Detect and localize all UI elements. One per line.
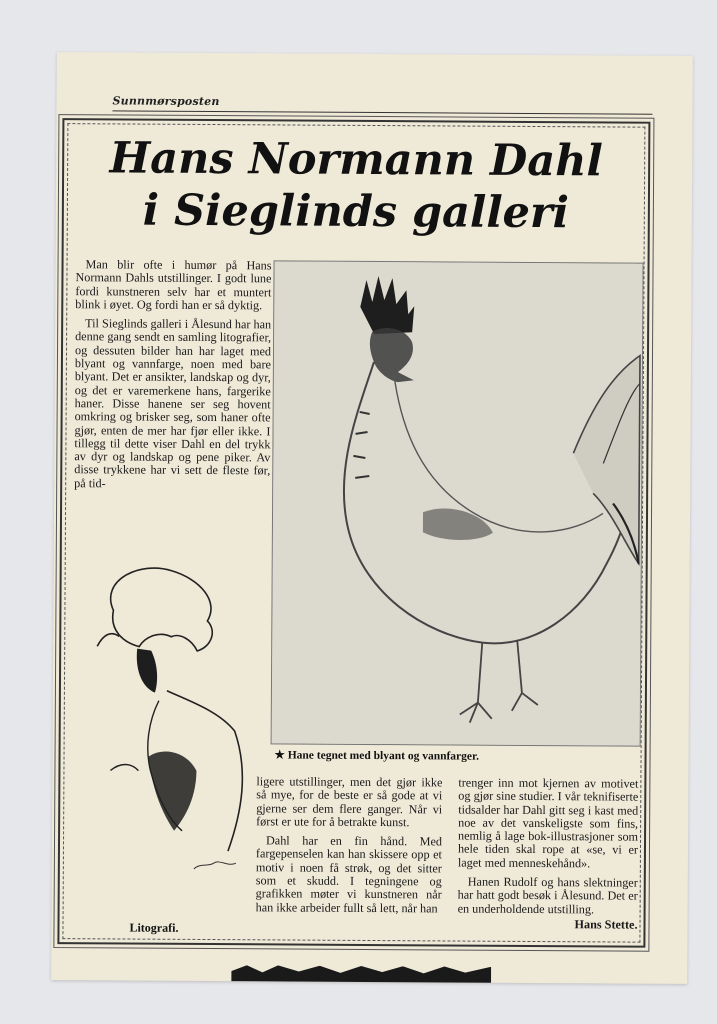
next-article-fragment	[231, 957, 491, 983]
rooster-drawing	[271, 260, 644, 746]
paragraph: trenger inn mot kjernen av motivet og gjør sine studier. I vår teknifiserte tidsalder har Dahl gitt seg i kast med noe av det vanskeligste som fins, nemlig å lage bok-illustrasjoner som hele tiden skal rope at «se, vi er laget med menneskehånd».	[457, 775, 639, 871]
newspaper-clipping	[51, 52, 693, 984]
article-column-3	[457, 777, 638, 932]
masthead: Sunnmørsposten	[112, 94, 220, 109]
headline-line-2: i Sieglinds galleri	[142, 185, 570, 239]
byline-signature: Hans Stette.	[574, 917, 638, 932]
woman-portrait-illustration	[78, 550, 256, 881]
headline	[78, 132, 635, 239]
article-frame	[57, 118, 650, 948]
masthead-rule	[112, 110, 652, 114]
article-column-1	[74, 258, 271, 491]
paragraph: Dahl har en fin hånd. Med fargepenselen kan han skissere opp et motiv i noen få strøk, og det sitter som et skudd. I tegningene og grafikken møter vi kunstneren når han ikke arbeider fullt så lett, når han	[255, 833, 443, 916]
headline-line-1: Hans Normann Dahl	[109, 133, 603, 187]
paragraph: Til Sieglinds galleri i Ålesund har han denne gang sendt en samling litografier, og dessuten bilder han har laget med blyant og vannfarge, noen med bare blyant. Det er ansikter, landskap og dyr, og det er varemerkene hans, fargerike haner. Disse hanene ser seg hovent omkring og brisker seg, som haner ofte gjør, enten de mer har fjør eller ikke. I tillegg til dette viser Dahl en del trykk av dyr og landskap og pene piker. Av disse trykkene har vi sett de fleste før, på tid-	[74, 316, 272, 491]
photo-caption: ★ Hane tegnet med blyant og vannfarger.	[274, 749, 480, 763]
rooster-illustration	[272, 261, 643, 745]
paragraph: ligere utstillinger, men det gjør ikke så mye, for de beste er så gode at vi gjerne ser dem flere ganger. Når vi først er ute for å betrakte kunst.	[256, 774, 443, 830]
article-column-2	[256, 775, 443, 915]
sketch-caption: Litografi.	[129, 920, 179, 935]
paragraph: Man blir ofte i humør på Hans Normann Dahls utstillinger. I godt lune fordi kunstneren selv har et muntert blink i øyet. Og fordi han er så dyktig.	[75, 257, 272, 313]
lithograph-sketch	[78, 550, 256, 881]
paragraph: Hanen Rudolf og hans slektninger har hatt godt besøk i Ålesund. Det er en underholdende utstilling.	[457, 874, 638, 917]
